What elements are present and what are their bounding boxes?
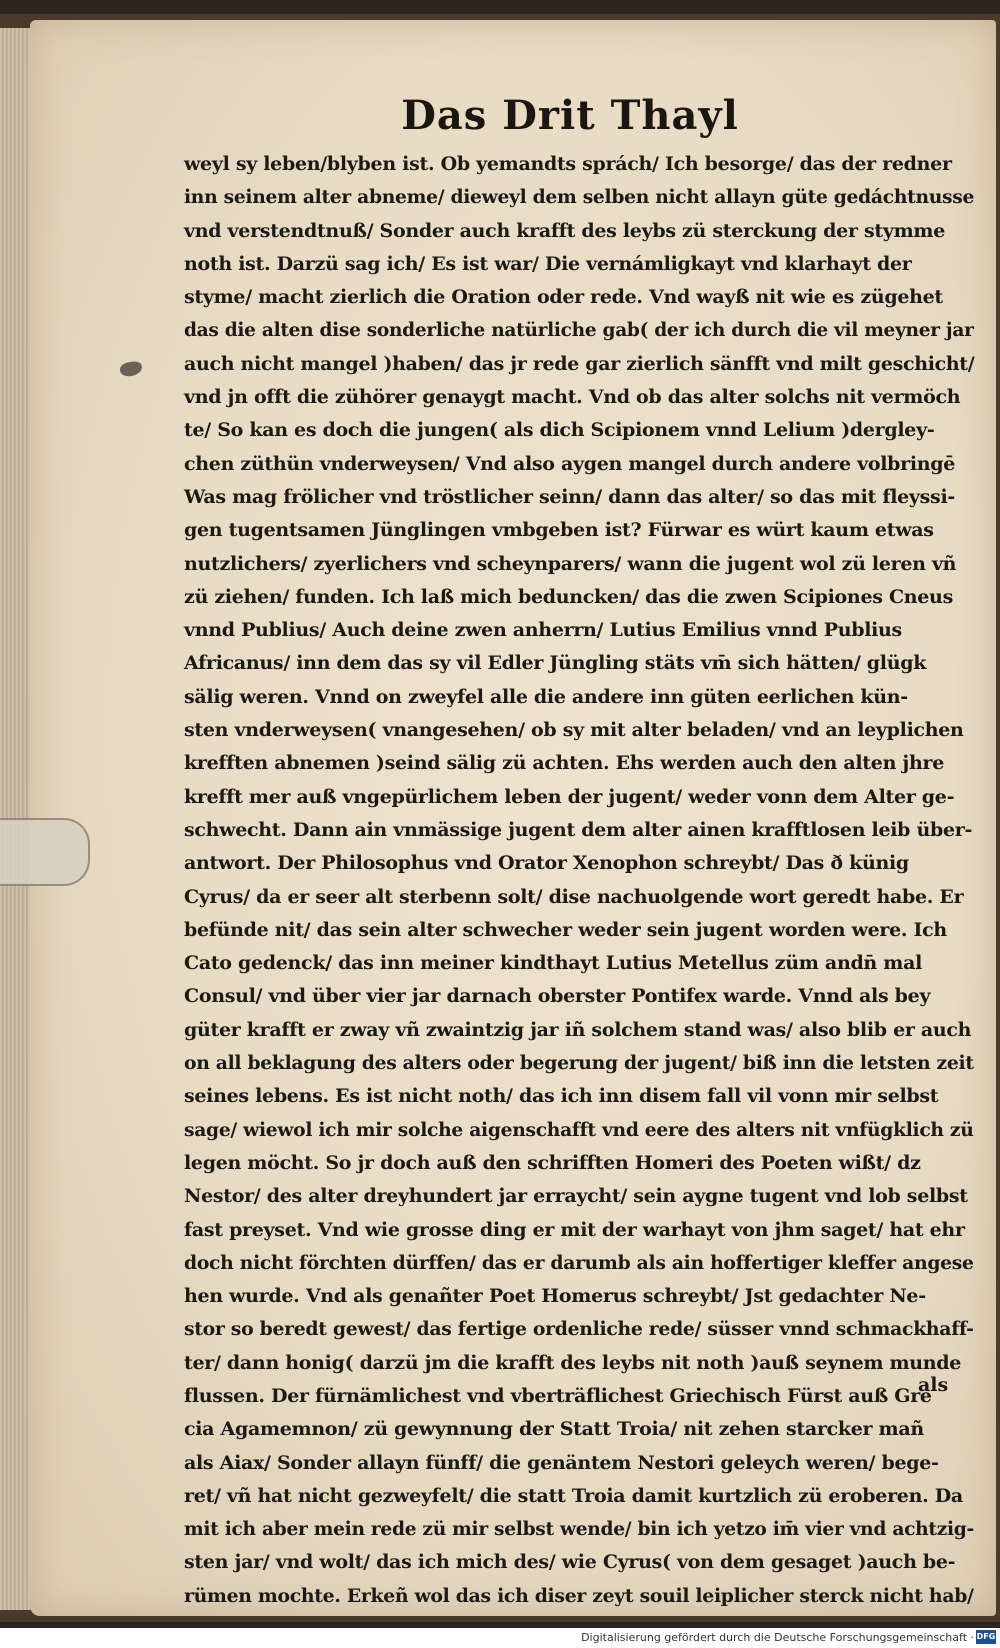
- text-line: flussen. Der fürnämlichest vnd vberträflichest Griechisch Fürst auß Gre: [184, 1384, 932, 1407]
- text-line: sage/ wiewol ich mir solche aigenschafft vnd eere des alters nit vnfügklich zü: [184, 1118, 974, 1141]
- text-line: auch nicht mangel )haben/ das jr rede gar zierlich sänfft vnd milt geschicht/: [184, 352, 975, 375]
- text-line: vnnd Publius/ Auch deine zwen anherrn/ Lutius Emilius vnnd Publius: [184, 619, 902, 642]
- text-line: Nestor/ des alter dreyhundert jar erraycht/ sein aygne tugent vnd lob selbst: [184, 1185, 968, 1208]
- running-head: Das Drit Thayl: [401, 92, 739, 139]
- text-line: styme/ macht zierlich die Oration oder rede. Vnd wayß nit wie es zügehet: [184, 286, 943, 309]
- bookmark-tab: [0, 818, 90, 886]
- text-line: vnd verstendtnuß/ Sonder auch krafft des leybs zü sterckung der stymme: [184, 219, 945, 242]
- text-line: ter/ dann honig( darzü jm die krafft des leybs nit noth )auß seynem munde: [184, 1351, 962, 1374]
- text-line: chen züthün vnderweysen/ Vnd also aygen mangel durch andere volbringē: [184, 452, 956, 475]
- text-line: on all beklagung des alters oder begerung der jugent/ biß inn die letsten zeit: [184, 1052, 974, 1075]
- text-line: stor so beredt gewest/ das fertige ordenliche rede/ süsser vnnd schmackhaff-: [184, 1318, 974, 1341]
- text-line: nutzlichers/ zyerlichers vnd scheynparers/ wann die jugent wol zü leren vñ: [184, 552, 957, 575]
- catchword: als: [918, 1374, 949, 1396]
- text-line: weyl sy leben/blyben ist. Ob yemandts sprách/ Ich besorge/ das der redner: [184, 153, 952, 175]
- text-line: doch nicht förchten dürffen/ das er darumb als ain hoffertiger kleffer angese: [184, 1251, 974, 1274]
- text-line: fast preyset. Vnd wie grosse ding er mit der warhayt von jhm saget/ hat ehr: [184, 1218, 965, 1241]
- text-line: güter krafft er zway vñ zwaintzig jar iñ solchem stand was/ also blib er auch: [184, 1018, 972, 1041]
- text-line: mit ich aber mein rede zü mir selbst wende/ bin ich yetzo im̄ vier vnd achtzig-: [184, 1518, 974, 1541]
- text-line: noth ist. Darzü sag ich/ Es ist war/ Die vernámligkayt vnd klarhayt der: [184, 252, 912, 275]
- text-line: krefften abnemen )seind sälig zü achten. Ehs werden auch den alten jhre: [184, 752, 944, 775]
- text-line: Consul/ vnd über vier jar darnach oberster Pontifex warde. Vnnd als bey: [184, 985, 931, 1008]
- text-line: ret/ vñ hat nicht gezweyfelt/ die statt Troia damit kurtzlich zü eroberen. Da: [184, 1484, 963, 1507]
- text-line: Cato gedenck/ das inn meiner kindthayt Lutius Metellus züm andn̄ mal: [184, 952, 922, 975]
- text-line: befünde nit/ das sein alter schwecher weder sein jugent worden were. Ich: [184, 918, 947, 941]
- text-line: krefft mer auß vngepürlichem leben der jugent/ weder vonn dem Alter ge-: [184, 785, 955, 808]
- digitization-credit: Digitalisierung gefördert durch die Deutsche Forschungsgemeinschaft ·: [581, 1631, 974, 1644]
- body-text: [184, 148, 974, 1613]
- text-line: legen möcht. So jr doch auß den schrifften Homeri des Poeten wißt/ dz: [184, 1151, 921, 1174]
- text-line: sälig weren. Vnnd on zweyfel alle die andere inn güten eerlichen kün-: [184, 685, 908, 708]
- text-line: seines lebens. Es ist nicht noth/ das ich inn disem fall vil vonn mir selbst: [184, 1085, 939, 1108]
- text-line: sten jar/ vnd wolt/ das ich mich des/ wie Cyrus( von dem gesaget )auch be-: [184, 1551, 956, 1574]
- text-line: inn seinem alter abneme/ dieweyl dem selben nicht allayn güte gedáchtnusse: [184, 186, 975, 209]
- dfg-logo: DFG: [976, 1630, 996, 1644]
- text-line: cia Agamemnon/ zü gewynnung der Statt Troia/ nit zehen starcker mañ: [184, 1418, 924, 1441]
- text-line: als Aiax/ Sonder allayn fünff/ die genäntem Nestori geleych weren/ bege-: [184, 1451, 939, 1474]
- text-line: Africanus/ inn dem das sy vil Edler Jüngling stäts vm̄ sich hätten/ glügk: [184, 652, 927, 675]
- text-line: Was mag frölicher vnd tröstlicher seinn/ dann das alter/ so das mit fleyssi-: [184, 485, 955, 508]
- text-line: gen tugentsamen Jünglingen vmbgeben ist? Fürwar es würt kaum etwas: [184, 519, 934, 542]
- text-line: sten vnderweysen( vnangesehen/ ob sy mit alter beladen/ vnd an leyplichen: [184, 719, 964, 742]
- text-line: rümen mochte. Erkeñ wol das ich diser zeyt souil leiplicher sterck nicht hab/: [184, 1584, 974, 1607]
- text-line: antwort. Der Philosophus vnd Orator Xenophon schreybt/ Das ð künig: [184, 852, 909, 875]
- text-line: hen wurde. Vnd als genañter Poet Homerus schreybt/ Jst gedachter Ne-: [184, 1285, 926, 1308]
- text-line: das die alten dise sonderliche natürliche gab( der ich durch die vil meyner jar: [184, 319, 974, 342]
- text-line: te/ So kan es doch die jungen( als dich Scipionem vnnd Lelium )dergley-: [184, 419, 935, 442]
- text-line: vnd jn offt die zühörer genaygt macht. Vnd ob das alter solchs nit vermöch: [184, 386, 961, 409]
- text-line: zü ziehen/ funden. Ich laß mich beduncken/ das die zwen Scipiones Cneus: [184, 585, 953, 608]
- text-line: schwecht. Dann ain vnmässige jugent dem alter ainen krafftlosen leib über-: [184, 818, 973, 841]
- text-line: Cyrus/ da er seer alt sterbenn solt/ dise nachuolgende wort geredt habe. Er: [184, 885, 964, 908]
